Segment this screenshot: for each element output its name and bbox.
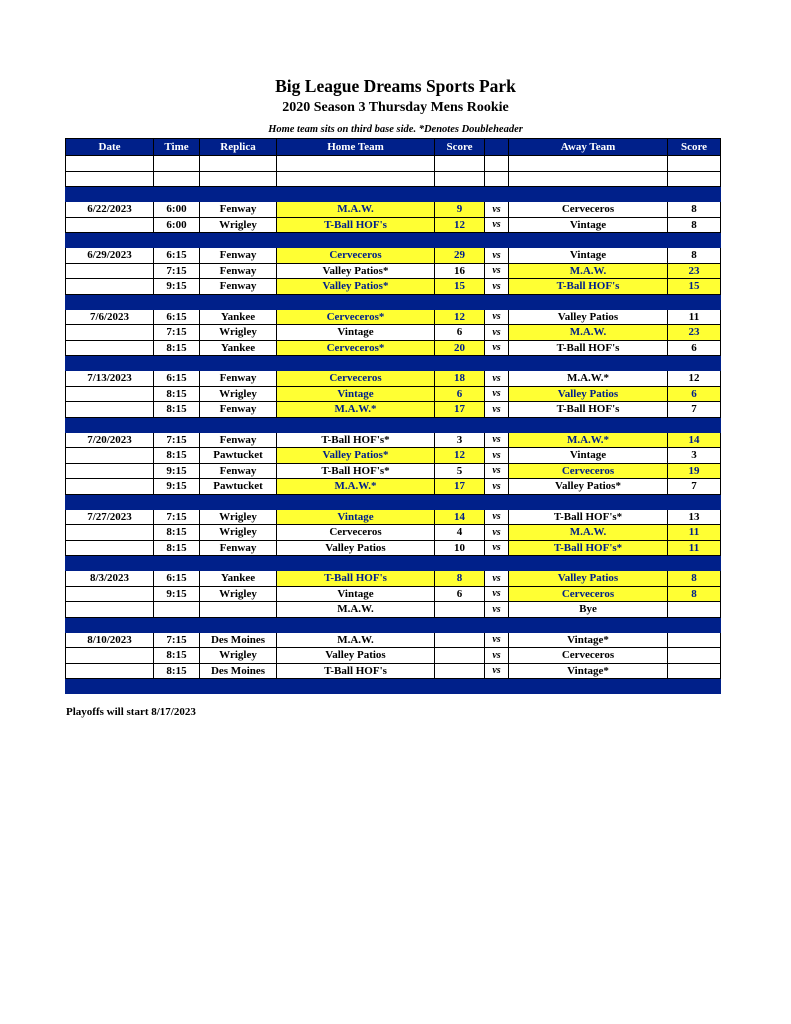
away-team: Vintage (509, 248, 668, 264)
game-date: 7/13/2023 (66, 371, 154, 387)
game-replica-field: Fenway (200, 432, 277, 448)
game-time: 8:15 (154, 540, 200, 556)
game-date: 8/3/2023 (66, 571, 154, 587)
away-score: 7 (668, 402, 721, 418)
col-header-home-team: Home Team (277, 139, 435, 156)
vs-label: vs (485, 402, 509, 418)
game-date (66, 386, 154, 402)
away-score: 23 (668, 263, 721, 279)
away-team: M.A.W. (509, 325, 668, 341)
away-score: 6 (668, 340, 721, 356)
away-score (668, 648, 721, 664)
home-score: 29 (435, 248, 485, 264)
game-row (66, 540, 721, 556)
game-replica-field: Fenway (200, 279, 277, 295)
home-team: Vintage (277, 386, 435, 402)
page-subtitle: 2020 Season 3 Thursday Mens Rookie (282, 100, 509, 115)
game-time: 9:15 (154, 463, 200, 479)
week-separator (66, 233, 721, 248)
game-replica-field: Fenway (200, 371, 277, 387)
game-row (66, 571, 721, 587)
game-replica-field: Des Moines (200, 632, 277, 648)
vs-label: vs (485, 263, 509, 279)
game-time: 8:15 (154, 663, 200, 679)
game-replica-field: Wrigley (200, 586, 277, 602)
game-time: 6:15 (154, 248, 200, 264)
game-row (66, 248, 721, 264)
home-team: T-Ball HOF's (277, 571, 435, 587)
game-replica-field (200, 602, 277, 618)
home-score: 6 (435, 386, 485, 402)
home-score (435, 663, 485, 679)
game-row (66, 586, 721, 602)
game-date (66, 525, 154, 541)
vs-label: vs (485, 448, 509, 464)
home-team: Valley Patios* (277, 279, 435, 295)
game-time: 6:00 (154, 202, 200, 218)
away-score: 15 (668, 279, 721, 295)
home-score (435, 632, 485, 648)
game-replica-field: Fenway (200, 202, 277, 218)
home-score: 12 (435, 309, 485, 325)
game-time: 8:15 (154, 525, 200, 541)
home-score: 17 (435, 402, 485, 418)
away-score: 3 (668, 448, 721, 464)
game-replica-field: Wrigley (200, 386, 277, 402)
away-team: Vintage (509, 448, 668, 464)
home-score: 9 (435, 202, 485, 218)
away-score: 7 (668, 479, 721, 495)
away-team: Valley Patios (509, 386, 668, 402)
away-score (668, 602, 721, 618)
game-date (66, 340, 154, 356)
game-replica-field: Wrigley (200, 509, 277, 525)
home-team: Cerveceros* (277, 309, 435, 325)
away-score: 6 (668, 386, 721, 402)
home-team: M.A.W.* (277, 479, 435, 495)
game-replica-field: Wrigley (200, 217, 277, 233)
away-score: 12 (668, 371, 721, 387)
away-score: 11 (668, 540, 721, 556)
game-time (154, 602, 200, 618)
game-date (66, 540, 154, 556)
game-replica-field: Fenway (200, 263, 277, 279)
away-score: 8 (668, 571, 721, 587)
game-time: 8:15 (154, 448, 200, 464)
game-row (66, 371, 721, 387)
game-date: 6/22/2023 (66, 202, 154, 218)
away-team: Vintage* (509, 632, 668, 648)
home-score: 12 (435, 448, 485, 464)
home-score: 14 (435, 509, 485, 525)
vs-label: vs (485, 663, 509, 679)
game-row (66, 525, 721, 541)
game-time: 8:15 (154, 340, 200, 356)
away-score: 13 (668, 509, 721, 525)
home-team: Vintage (277, 509, 435, 525)
away-score (668, 632, 721, 648)
home-score: 5 (435, 463, 485, 479)
away-team: Bye (509, 602, 668, 618)
game-time: 7:15 (154, 263, 200, 279)
game-date (66, 279, 154, 295)
col-header-away-score: Score (668, 139, 721, 156)
game-row (66, 663, 721, 679)
game-date (66, 463, 154, 479)
game-replica-field: Fenway (200, 248, 277, 264)
game-date: 8/10/2023 (66, 632, 154, 648)
schedule-body (66, 156, 721, 694)
vs-label: vs (485, 648, 509, 664)
game-time: 8:15 (154, 648, 200, 664)
vs-label: vs (485, 248, 509, 264)
away-score (668, 663, 721, 679)
away-score: 19 (668, 463, 721, 479)
week-separator (66, 294, 721, 309)
home-team: Vintage (277, 325, 435, 341)
home-score: 16 (435, 263, 485, 279)
away-team: T-Ball HOF's* (509, 540, 668, 556)
game-date (66, 663, 154, 679)
home-score: 18 (435, 371, 485, 387)
game-row (66, 509, 721, 525)
home-score: 10 (435, 540, 485, 556)
game-row (66, 309, 721, 325)
week-separator (66, 617, 721, 632)
game-time: 7:15 (154, 509, 200, 525)
game-row (66, 479, 721, 495)
away-team: T-Ball HOF's (509, 340, 668, 356)
away-team: Vintage (509, 217, 668, 233)
home-team: Valley Patios* (277, 448, 435, 464)
away-team: Valley Patios (509, 309, 668, 325)
vs-label: vs (485, 571, 509, 587)
game-replica-field: Des Moines (200, 663, 277, 679)
game-date: 7/6/2023 (66, 309, 154, 325)
game-row (66, 648, 721, 664)
away-score: 8 (668, 217, 721, 233)
home-score: 20 (435, 340, 485, 356)
home-score: 4 (435, 525, 485, 541)
vs-label: vs (485, 463, 509, 479)
vs-label: vs (485, 325, 509, 341)
home-team: Vintage (277, 586, 435, 602)
game-time: 9:15 (154, 279, 200, 295)
home-score (435, 648, 485, 664)
game-replica-field: Pawtucket (200, 448, 277, 464)
home-team: M.A.W. (277, 632, 435, 648)
game-row (66, 340, 721, 356)
vs-label: vs (485, 586, 509, 602)
col-header-away-team: Away Team (509, 139, 668, 156)
game-row (66, 325, 721, 341)
away-team: M.A.W.* (509, 371, 668, 387)
home-team: T-Ball HOF's (277, 217, 435, 233)
away-team: Cerveceros (509, 586, 668, 602)
game-date (66, 586, 154, 602)
col-header-date: Date (66, 139, 154, 156)
game-row (66, 632, 721, 648)
game-date (66, 479, 154, 495)
vs-label: vs (485, 202, 509, 218)
week-separator (66, 417, 721, 432)
game-replica-field: Yankee (200, 309, 277, 325)
game-replica-field: Fenway (200, 463, 277, 479)
home-score: 3 (435, 432, 485, 448)
away-score: 8 (668, 248, 721, 264)
home-team: T-Ball HOF's* (277, 432, 435, 448)
home-score: 17 (435, 479, 485, 495)
game-replica-field: Fenway (200, 540, 277, 556)
game-row (66, 263, 721, 279)
game-replica-field: Wrigley (200, 325, 277, 341)
page-title: Big League Dreams Sports Park (275, 76, 516, 96)
away-team: T-Ball HOF's (509, 402, 668, 418)
game-replica-field: Wrigley (200, 525, 277, 541)
blank-row (66, 171, 721, 187)
game-date (66, 263, 154, 279)
col-header-time: Time (154, 139, 200, 156)
away-team: Valley Patios* (509, 479, 668, 495)
header-row (66, 139, 721, 156)
game-time: 6:00 (154, 217, 200, 233)
game-time: 8:15 (154, 402, 200, 418)
home-team: Cerveceros* (277, 340, 435, 356)
game-row (66, 463, 721, 479)
vs-label: vs (485, 432, 509, 448)
game-time: 7:15 (154, 432, 200, 448)
home-team: Valley Patios* (277, 263, 435, 279)
home-team: T-Ball HOF's* (277, 463, 435, 479)
col-header-vs (485, 139, 509, 156)
vs-label: vs (485, 279, 509, 295)
away-score: 11 (668, 525, 721, 541)
home-team: M.A.W. (277, 202, 435, 218)
home-score (435, 602, 485, 618)
vs-label: vs (485, 632, 509, 648)
home-team: Cerveceros (277, 525, 435, 541)
home-score: 8 (435, 571, 485, 587)
game-date (66, 402, 154, 418)
game-replica-field: Wrigley (200, 648, 277, 664)
doubleheader-note: Home team sits on third base side. *Denotes Doubleheader (268, 124, 523, 135)
away-score: 8 (668, 586, 721, 602)
away-team: Cerveceros (509, 202, 668, 218)
game-row (66, 448, 721, 464)
away-team: Cerveceros (509, 648, 668, 664)
home-team: Valley Patios (277, 648, 435, 664)
game-date: 7/27/2023 (66, 509, 154, 525)
game-row (66, 217, 721, 233)
week-separator (66, 356, 721, 371)
game-replica-field: Yankee (200, 340, 277, 356)
game-time: 9:15 (154, 586, 200, 602)
away-score: 11 (668, 309, 721, 325)
home-team: T-Ball HOF's (277, 663, 435, 679)
week-separator (66, 187, 721, 202)
blank-row (66, 156, 721, 172)
game-time: 7:15 (154, 632, 200, 648)
col-header-home-score: Score (435, 139, 485, 156)
game-replica-field: Pawtucket (200, 479, 277, 495)
away-score: 14 (668, 432, 721, 448)
away-team: Vintage* (509, 663, 668, 679)
week-separator (66, 556, 721, 571)
game-date (66, 325, 154, 341)
vs-label: vs (485, 602, 509, 618)
game-row (66, 279, 721, 295)
game-time: 9:15 (154, 479, 200, 495)
week-separator (66, 679, 721, 694)
game-time: 8:15 (154, 386, 200, 402)
home-score: 15 (435, 279, 485, 295)
away-team: Valley Patios (509, 571, 668, 587)
week-separator (66, 494, 721, 509)
game-date (66, 648, 154, 664)
game-replica-field: Fenway (200, 402, 277, 418)
home-score: 6 (435, 586, 485, 602)
home-score: 6 (435, 325, 485, 341)
home-team: Valley Patios (277, 540, 435, 556)
vs-label: vs (485, 386, 509, 402)
vs-label: vs (485, 217, 509, 233)
game-row (66, 386, 721, 402)
away-team: M.A.W.* (509, 432, 668, 448)
game-date: 6/29/2023 (66, 248, 154, 264)
game-row (66, 432, 721, 448)
game-date (66, 448, 154, 464)
away-team: M.A.W. (509, 263, 668, 279)
vs-label: vs (485, 509, 509, 525)
vs-label: vs (485, 540, 509, 556)
game-time: 6:15 (154, 309, 200, 325)
vs-label: vs (485, 340, 509, 356)
game-row (66, 402, 721, 418)
vs-label: vs (485, 309, 509, 325)
col-header-replica: Replica (200, 139, 277, 156)
game-time: 6:15 (154, 371, 200, 387)
schedule-table (65, 138, 721, 694)
vs-label: vs (485, 525, 509, 541)
home-team: Cerveceros (277, 371, 435, 387)
vs-label: vs (485, 479, 509, 495)
game-date: 7/20/2023 (66, 432, 154, 448)
home-score: 12 (435, 217, 485, 233)
away-team: Cerveceros (509, 463, 668, 479)
away-score: 23 (668, 325, 721, 341)
game-time: 6:15 (154, 571, 200, 587)
game-row (66, 202, 721, 218)
away-team: T-Ball HOF's* (509, 509, 668, 525)
away-team: T-Ball HOF's (509, 279, 668, 295)
game-date (66, 217, 154, 233)
away-team: M.A.W. (509, 525, 668, 541)
away-score: 8 (668, 202, 721, 218)
game-time: 7:15 (154, 325, 200, 341)
game-date (66, 602, 154, 618)
home-team: M.A.W. (277, 602, 435, 618)
vs-label: vs (485, 371, 509, 387)
playoffs-note: Playoffs will start 8/17/2023 (66, 706, 196, 718)
home-team: M.A.W.* (277, 402, 435, 418)
game-replica-field: Yankee (200, 571, 277, 587)
home-team: Cerveceros (277, 248, 435, 264)
game-row (66, 602, 721, 618)
